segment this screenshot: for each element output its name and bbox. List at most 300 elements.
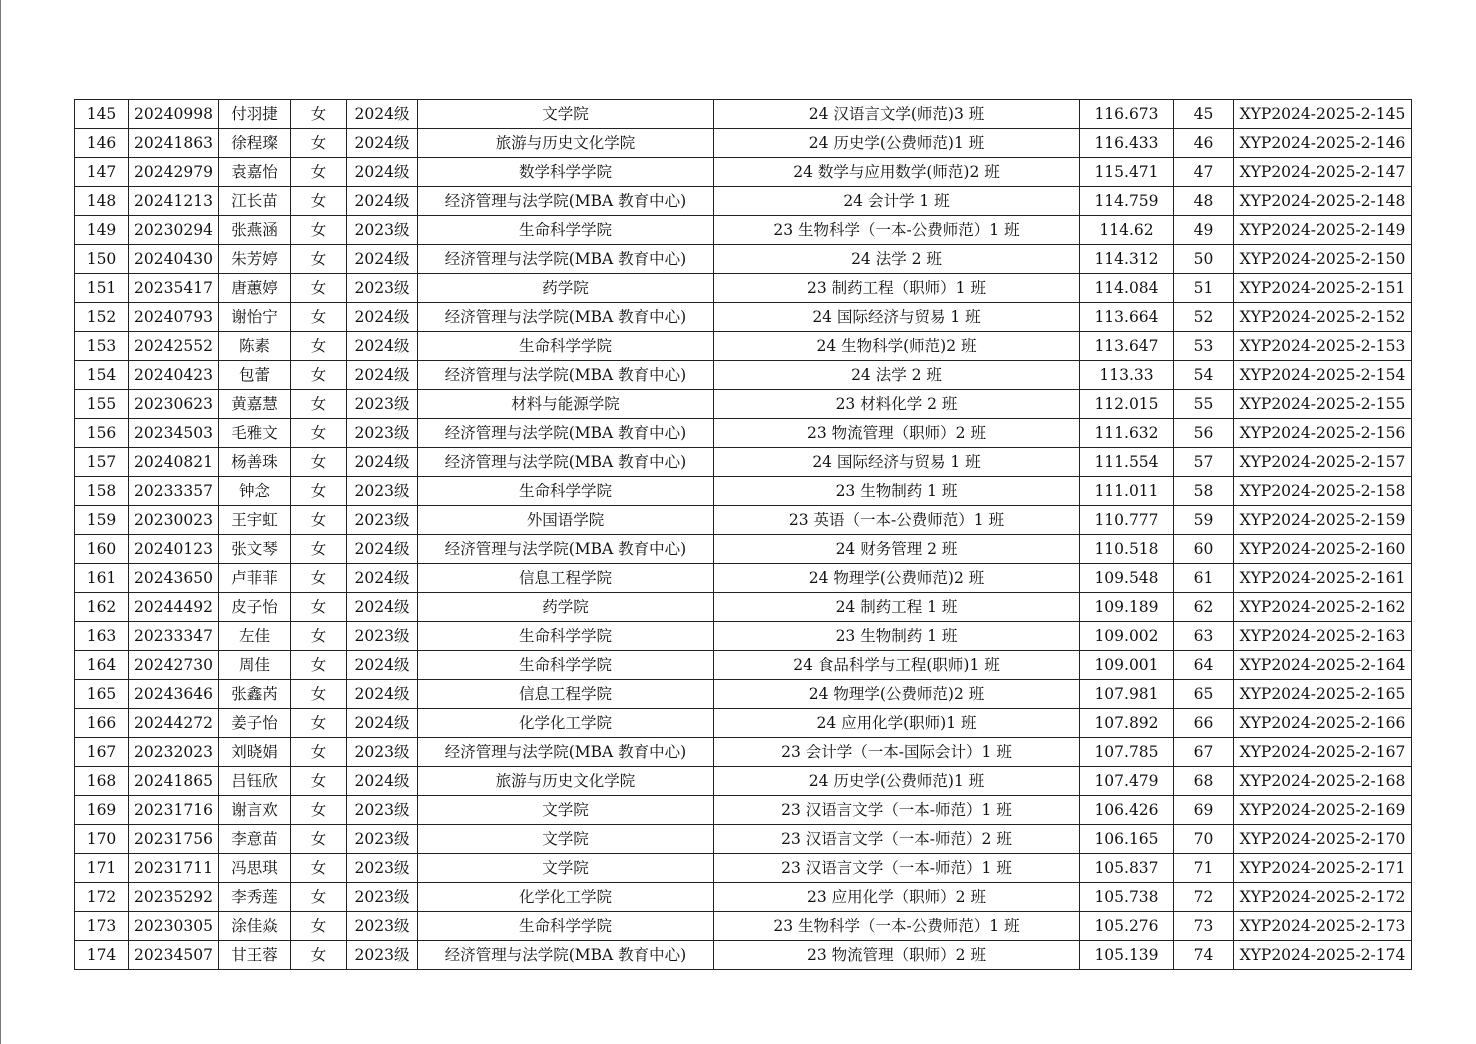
score-cell: 107.892 xyxy=(1080,709,1174,738)
student-id-cell: 20233347 xyxy=(129,622,219,651)
gender-cell: 女 xyxy=(291,245,347,274)
rank-cell: 70 xyxy=(1174,825,1234,854)
score-cell: 111.011 xyxy=(1080,477,1174,506)
table-row xyxy=(75,419,1412,448)
certificate-number-cell: XYP2024-2025-2-174 xyxy=(1234,941,1412,970)
class-cell: 23 物流管理（职师）2 班 xyxy=(714,941,1080,970)
class-cell: 23 生物制药 1 班 xyxy=(714,622,1080,651)
certificate-number-cell: XYP2024-2025-2-149 xyxy=(1234,216,1412,245)
grade-cell: 2024级 xyxy=(347,158,418,187)
class-cell: 23 汉语言文学（一本-师范）1 班 xyxy=(714,796,1080,825)
certificate-number-cell: XYP2024-2025-2-152 xyxy=(1234,303,1412,332)
student-id-cell: 20242979 xyxy=(129,158,219,187)
college-cell: 经济管理与法学院(MBA 教育中心) xyxy=(418,535,714,564)
grade-cell: 2024级 xyxy=(347,680,418,709)
student-name-cell: 张鑫芮 xyxy=(219,680,291,709)
college-cell: 经济管理与法学院(MBA 教育中心) xyxy=(418,738,714,767)
rank-cell: 45 xyxy=(1174,100,1234,129)
score-cell: 109.001 xyxy=(1080,651,1174,680)
grade-cell: 2023级 xyxy=(347,419,418,448)
student-name-cell: 黄嘉慧 xyxy=(219,390,291,419)
serial-number-cell: 147 xyxy=(75,158,129,187)
serial-number-cell: 158 xyxy=(75,477,129,506)
student-id-cell: 20244272 xyxy=(129,709,219,738)
gender-cell: 女 xyxy=(291,709,347,738)
college-cell: 经济管理与法学院(MBA 教育中心) xyxy=(418,941,714,970)
score-cell: 106.426 xyxy=(1080,796,1174,825)
student-name-cell: 刘晓娟 xyxy=(219,738,291,767)
student-name-cell: 钟念 xyxy=(219,477,291,506)
certificate-number-cell: XYP2024-2025-2-156 xyxy=(1234,419,1412,448)
grade-cell: 2023级 xyxy=(347,941,418,970)
student-name-cell: 唐蕙婷 xyxy=(219,274,291,303)
certificate-number-cell: XYP2024-2025-2-154 xyxy=(1234,361,1412,390)
college-cell: 生命科学学院 xyxy=(418,651,714,680)
score-cell: 111.554 xyxy=(1080,448,1174,477)
student-id-cell: 20230294 xyxy=(129,216,219,245)
serial-number-cell: 148 xyxy=(75,187,129,216)
grade-cell: 2023级 xyxy=(347,825,418,854)
grade-cell: 2023级 xyxy=(347,912,418,941)
serial-number-cell: 169 xyxy=(75,796,129,825)
student-name-cell: 包蕾 xyxy=(219,361,291,390)
gender-cell: 女 xyxy=(291,564,347,593)
class-cell: 24 国际经济与贸易 1 班 xyxy=(714,448,1080,477)
serial-number-cell: 161 xyxy=(75,564,129,593)
grade-cell: 2023级 xyxy=(347,506,418,535)
certificate-number-cell: XYP2024-2025-2-168 xyxy=(1234,767,1412,796)
rank-cell: 49 xyxy=(1174,216,1234,245)
certificate-number-cell: XYP2024-2025-2-166 xyxy=(1234,709,1412,738)
student-name-cell: 陈素 xyxy=(219,332,291,361)
college-cell: 材料与能源学院 xyxy=(418,390,714,419)
table-row xyxy=(75,390,1412,419)
class-cell: 23 汉语言文学（一本-师范）1 班 xyxy=(714,854,1080,883)
score-cell: 109.002 xyxy=(1080,622,1174,651)
student-id-cell: 20243646 xyxy=(129,680,219,709)
serial-number-cell: 162 xyxy=(75,593,129,622)
certificate-number-cell: XYP2024-2025-2-162 xyxy=(1234,593,1412,622)
score-cell: 106.165 xyxy=(1080,825,1174,854)
serial-number-cell: 160 xyxy=(75,535,129,564)
rank-cell: 52 xyxy=(1174,303,1234,332)
class-cell: 24 法学 2 班 xyxy=(714,361,1080,390)
gender-cell: 女 xyxy=(291,912,347,941)
page-edge-line xyxy=(0,0,1,1044)
rank-cell: 71 xyxy=(1174,854,1234,883)
gender-cell: 女 xyxy=(291,100,347,129)
student-name-cell: 吕钰欣 xyxy=(219,767,291,796)
student-id-cell: 20240793 xyxy=(129,303,219,332)
serial-number-cell: 149 xyxy=(75,216,129,245)
class-cell: 23 生物科学（一本-公费师范）1 班 xyxy=(714,216,1080,245)
gender-cell: 女 xyxy=(291,535,347,564)
student-id-cell: 20234507 xyxy=(129,941,219,970)
grade-cell: 2024级 xyxy=(347,129,418,158)
serial-number-cell: 156 xyxy=(75,419,129,448)
student-id-cell: 20241213 xyxy=(129,187,219,216)
table-row xyxy=(75,506,1412,535)
serial-number-cell: 167 xyxy=(75,738,129,767)
serial-number-cell: 146 xyxy=(75,129,129,158)
grade-cell: 2024级 xyxy=(347,593,418,622)
score-cell: 113.33 xyxy=(1080,361,1174,390)
grade-cell: 2024级 xyxy=(347,100,418,129)
score-cell: 109.189 xyxy=(1080,593,1174,622)
table-row xyxy=(75,535,1412,564)
table-row xyxy=(75,825,1412,854)
serial-number-cell: 172 xyxy=(75,883,129,912)
grade-cell: 2024级 xyxy=(347,564,418,593)
college-cell: 经济管理与法学院(MBA 教育中心) xyxy=(418,187,714,216)
table-row xyxy=(75,883,1412,912)
college-cell: 生命科学学院 xyxy=(418,216,714,245)
college-cell: 文学院 xyxy=(418,825,714,854)
student-id-cell: 20231716 xyxy=(129,796,219,825)
table-row xyxy=(75,709,1412,738)
rank-cell: 64 xyxy=(1174,651,1234,680)
certificate-number-cell: XYP2024-2025-2-169 xyxy=(1234,796,1412,825)
student-id-cell: 20243650 xyxy=(129,564,219,593)
student-name-cell: 卢菲菲 xyxy=(219,564,291,593)
score-cell: 107.981 xyxy=(1080,680,1174,709)
certificate-number-cell: XYP2024-2025-2-171 xyxy=(1234,854,1412,883)
certificate-number-cell: XYP2024-2025-2-164 xyxy=(1234,651,1412,680)
college-cell: 经济管理与法学院(MBA 教育中心) xyxy=(418,361,714,390)
table-row xyxy=(75,274,1412,303)
student-name-cell: 姜子怡 xyxy=(219,709,291,738)
score-cell: 109.548 xyxy=(1080,564,1174,593)
score-cell: 105.276 xyxy=(1080,912,1174,941)
certificate-number-cell: XYP2024-2025-2-153 xyxy=(1234,332,1412,361)
gender-cell: 女 xyxy=(291,680,347,709)
student-name-cell: 袁嘉怡 xyxy=(219,158,291,187)
student-name-cell: 周佳 xyxy=(219,651,291,680)
student-id-cell: 20241863 xyxy=(129,129,219,158)
serial-number-cell: 164 xyxy=(75,651,129,680)
table-row xyxy=(75,332,1412,361)
rank-cell: 54 xyxy=(1174,361,1234,390)
college-cell: 经济管理与法学院(MBA 教育中心) xyxy=(418,303,714,332)
student-name-cell: 皮子怡 xyxy=(219,593,291,622)
college-cell: 经济管理与法学院(MBA 教育中心) xyxy=(418,419,714,448)
table-row xyxy=(75,622,1412,651)
student-id-cell: 20231756 xyxy=(129,825,219,854)
gender-cell: 女 xyxy=(291,796,347,825)
gender-cell: 女 xyxy=(291,854,347,883)
grade-cell: 2023级 xyxy=(347,854,418,883)
table-row xyxy=(75,158,1412,187)
gender-cell: 女 xyxy=(291,361,347,390)
certificate-number-cell: XYP2024-2025-2-159 xyxy=(1234,506,1412,535)
student-name-cell: 杨善珠 xyxy=(219,448,291,477)
certificate-number-cell: XYP2024-2025-2-145 xyxy=(1234,100,1412,129)
rank-cell: 46 xyxy=(1174,129,1234,158)
certificate-number-cell: XYP2024-2025-2-158 xyxy=(1234,477,1412,506)
table-row xyxy=(75,100,1412,129)
college-cell: 生命科学学院 xyxy=(418,912,714,941)
gender-cell: 女 xyxy=(291,767,347,796)
rank-cell: 60 xyxy=(1174,535,1234,564)
college-cell: 数学科学学院 xyxy=(418,158,714,187)
score-cell: 115.471 xyxy=(1080,158,1174,187)
serial-number-cell: 173 xyxy=(75,912,129,941)
gender-cell: 女 xyxy=(291,129,347,158)
class-cell: 24 历史学(公费师范)1 班 xyxy=(714,129,1080,158)
rank-cell: 50 xyxy=(1174,245,1234,274)
college-cell: 文学院 xyxy=(418,854,714,883)
class-cell: 23 制药工程（职师）1 班 xyxy=(714,274,1080,303)
grade-cell: 2024级 xyxy=(347,361,418,390)
table-row xyxy=(75,564,1412,593)
certificate-number-cell: XYP2024-2025-2-150 xyxy=(1234,245,1412,274)
rank-cell: 68 xyxy=(1174,767,1234,796)
gender-cell: 女 xyxy=(291,419,347,448)
rank-cell: 51 xyxy=(1174,274,1234,303)
grade-cell: 2023级 xyxy=(347,796,418,825)
college-cell: 外国语学院 xyxy=(418,506,714,535)
certificate-number-cell: XYP2024-2025-2-146 xyxy=(1234,129,1412,158)
table-row xyxy=(75,477,1412,506)
gender-cell: 女 xyxy=(291,390,347,419)
college-cell: 药学院 xyxy=(418,593,714,622)
student-name-cell: 冯思琪 xyxy=(219,854,291,883)
gender-cell: 女 xyxy=(291,187,347,216)
rank-cell: 59 xyxy=(1174,506,1234,535)
rank-cell: 63 xyxy=(1174,622,1234,651)
rank-cell: 56 xyxy=(1174,419,1234,448)
student-id-cell: 20242730 xyxy=(129,651,219,680)
table-row xyxy=(75,738,1412,767)
certificate-number-cell: XYP2024-2025-2-151 xyxy=(1234,274,1412,303)
student-name-cell: 张燕涵 xyxy=(219,216,291,245)
student-name-cell: 张文琴 xyxy=(219,535,291,564)
student-id-cell: 20235417 xyxy=(129,274,219,303)
grade-cell: 2024级 xyxy=(347,535,418,564)
class-cell: 23 生物制药 1 班 xyxy=(714,477,1080,506)
score-cell: 107.479 xyxy=(1080,767,1174,796)
gender-cell: 女 xyxy=(291,448,347,477)
student-name-cell: 左佳 xyxy=(219,622,291,651)
class-cell: 24 历史学(公费师范)1 班 xyxy=(714,767,1080,796)
student-name-cell: 徐程璨 xyxy=(219,129,291,158)
college-cell: 文学院 xyxy=(418,796,714,825)
class-cell: 23 应用化学（职师）2 班 xyxy=(714,883,1080,912)
class-cell: 24 国际经济与贸易 1 班 xyxy=(714,303,1080,332)
class-cell: 23 会计学（一本-国际会计）1 班 xyxy=(714,738,1080,767)
serial-number-cell: 145 xyxy=(75,100,129,129)
score-cell: 114.759 xyxy=(1080,187,1174,216)
grade-cell: 2024级 xyxy=(347,448,418,477)
score-cell: 110.518 xyxy=(1080,535,1174,564)
class-cell: 23 英语（一本-公费师范）1 班 xyxy=(714,506,1080,535)
rank-cell: 72 xyxy=(1174,883,1234,912)
class-cell: 24 制药工程 1 班 xyxy=(714,593,1080,622)
certificate-number-cell: XYP2024-2025-2-163 xyxy=(1234,622,1412,651)
score-cell: 113.664 xyxy=(1080,303,1174,332)
serial-number-cell: 163 xyxy=(75,622,129,651)
grade-cell: 2024级 xyxy=(347,767,418,796)
grade-cell: 2024级 xyxy=(347,187,418,216)
student-id-cell: 20233357 xyxy=(129,477,219,506)
college-cell: 经济管理与法学院(MBA 教育中心) xyxy=(418,245,714,274)
serial-number-cell: 168 xyxy=(75,767,129,796)
rank-cell: 55 xyxy=(1174,390,1234,419)
rank-cell: 57 xyxy=(1174,448,1234,477)
score-cell: 107.785 xyxy=(1080,738,1174,767)
grade-cell: 2024级 xyxy=(347,303,418,332)
student-id-cell: 20242552 xyxy=(129,332,219,361)
score-cell: 116.673 xyxy=(1080,100,1174,129)
certificate-number-cell: XYP2024-2025-2-160 xyxy=(1234,535,1412,564)
student-id-cell: 20234503 xyxy=(129,419,219,448)
college-cell: 化学化工学院 xyxy=(418,883,714,912)
score-cell: 105.837 xyxy=(1080,854,1174,883)
table-row xyxy=(75,941,1412,970)
table-row xyxy=(75,651,1412,680)
table-row xyxy=(75,796,1412,825)
table-row xyxy=(75,593,1412,622)
gender-cell: 女 xyxy=(291,303,347,332)
certificate-number-cell: XYP2024-2025-2-173 xyxy=(1234,912,1412,941)
student-id-cell: 20240123 xyxy=(129,535,219,564)
student-name-cell: 李秀莲 xyxy=(219,883,291,912)
gender-cell: 女 xyxy=(291,941,347,970)
certificate-number-cell: XYP2024-2025-2-157 xyxy=(1234,448,1412,477)
gender-cell: 女 xyxy=(291,158,347,187)
table-row xyxy=(75,216,1412,245)
class-cell: 23 材料化学 2 班 xyxy=(714,390,1080,419)
gender-cell: 女 xyxy=(291,593,347,622)
rank-cell: 58 xyxy=(1174,477,1234,506)
certificate-number-cell: XYP2024-2025-2-147 xyxy=(1234,158,1412,187)
student-name-cell: 谢言欢 xyxy=(219,796,291,825)
serial-number-cell: 154 xyxy=(75,361,129,390)
table-row xyxy=(75,187,1412,216)
rank-cell: 61 xyxy=(1174,564,1234,593)
college-cell: 信息工程学院 xyxy=(418,680,714,709)
score-cell: 114.312 xyxy=(1080,245,1174,274)
college-cell: 生命科学学院 xyxy=(418,477,714,506)
grade-cell: 2023级 xyxy=(347,274,418,303)
college-cell: 生命科学学院 xyxy=(418,332,714,361)
gender-cell: 女 xyxy=(291,738,347,767)
grade-cell: 2023级 xyxy=(347,216,418,245)
certificate-number-cell: XYP2024-2025-2-172 xyxy=(1234,883,1412,912)
grade-cell: 2023级 xyxy=(347,622,418,651)
certificate-number-cell: XYP2024-2025-2-167 xyxy=(1234,738,1412,767)
score-cell: 105.139 xyxy=(1080,941,1174,970)
table-row xyxy=(75,361,1412,390)
class-cell: 24 应用化学(职师)1 班 xyxy=(714,709,1080,738)
class-cell: 24 法学 2 班 xyxy=(714,245,1080,274)
student-name-cell: 王宇虹 xyxy=(219,506,291,535)
student-name-cell: 涂佳焱 xyxy=(219,912,291,941)
score-cell: 112.015 xyxy=(1080,390,1174,419)
student-name-cell: 江长苗 xyxy=(219,187,291,216)
grade-cell: 2024级 xyxy=(347,709,418,738)
serial-number-cell: 170 xyxy=(75,825,129,854)
score-cell: 116.433 xyxy=(1080,129,1174,158)
student-id-cell: 20235292 xyxy=(129,883,219,912)
serial-number-cell: 174 xyxy=(75,941,129,970)
serial-number-cell: 159 xyxy=(75,506,129,535)
student-name-cell: 谢怡宁 xyxy=(219,303,291,332)
college-cell: 药学院 xyxy=(418,274,714,303)
score-cell: 113.647 xyxy=(1080,332,1174,361)
serial-number-cell: 166 xyxy=(75,709,129,738)
college-cell: 文学院 xyxy=(418,100,714,129)
table-row xyxy=(75,680,1412,709)
grade-cell: 2024级 xyxy=(347,651,418,680)
serial-number-cell: 151 xyxy=(75,274,129,303)
table-row xyxy=(75,303,1412,332)
grade-cell: 2023级 xyxy=(347,390,418,419)
serial-number-cell: 165 xyxy=(75,680,129,709)
rank-cell: 69 xyxy=(1174,796,1234,825)
gender-cell: 女 xyxy=(291,216,347,245)
score-cell: 114.084 xyxy=(1080,274,1174,303)
student-name-cell: 朱芳婷 xyxy=(219,245,291,274)
rank-cell: 74 xyxy=(1174,941,1234,970)
rank-cell: 67 xyxy=(1174,738,1234,767)
college-cell: 经济管理与法学院(MBA 教育中心) xyxy=(418,448,714,477)
table-row xyxy=(75,129,1412,158)
serial-number-cell: 150 xyxy=(75,245,129,274)
certificate-number-cell: XYP2024-2025-2-170 xyxy=(1234,825,1412,854)
student-ranking-table xyxy=(74,99,1412,970)
student-id-cell: 20230305 xyxy=(129,912,219,941)
certificate-number-cell: XYP2024-2025-2-161 xyxy=(1234,564,1412,593)
gender-cell: 女 xyxy=(291,506,347,535)
grade-cell: 2023级 xyxy=(347,738,418,767)
rank-cell: 73 xyxy=(1174,912,1234,941)
rank-cell: 62 xyxy=(1174,593,1234,622)
class-cell: 24 物理学(公费师范)2 班 xyxy=(714,564,1080,593)
grade-cell: 2024级 xyxy=(347,332,418,361)
gender-cell: 女 xyxy=(291,883,347,912)
student-id-cell: 20240430 xyxy=(129,245,219,274)
student-id-cell: 20231711 xyxy=(129,854,219,883)
college-cell: 信息工程学院 xyxy=(418,564,714,593)
class-cell: 24 汉语言文学(师范)3 班 xyxy=(714,100,1080,129)
gender-cell: 女 xyxy=(291,274,347,303)
college-cell: 旅游与历史文化学院 xyxy=(418,767,714,796)
gender-cell: 女 xyxy=(291,651,347,680)
table-row xyxy=(75,854,1412,883)
college-cell: 旅游与历史文化学院 xyxy=(418,129,714,158)
student-id-cell: 20240423 xyxy=(129,361,219,390)
gender-cell: 女 xyxy=(291,825,347,854)
grade-cell: 2023级 xyxy=(347,883,418,912)
score-cell: 111.632 xyxy=(1080,419,1174,448)
score-cell: 105.738 xyxy=(1080,883,1174,912)
score-cell: 114.62 xyxy=(1080,216,1174,245)
student-id-cell: 20240998 xyxy=(129,100,219,129)
college-cell: 生命科学学院 xyxy=(418,622,714,651)
student-id-cell: 20230623 xyxy=(129,390,219,419)
rank-cell: 65 xyxy=(1174,680,1234,709)
table-row xyxy=(75,448,1412,477)
rank-cell: 47 xyxy=(1174,158,1234,187)
gender-cell: 女 xyxy=(291,477,347,506)
serial-number-cell: 153 xyxy=(75,332,129,361)
gender-cell: 女 xyxy=(291,332,347,361)
class-cell: 24 生物科学(师范)2 班 xyxy=(714,332,1080,361)
rank-cell: 66 xyxy=(1174,709,1234,738)
class-cell: 24 物理学(公费师范)2 班 xyxy=(714,680,1080,709)
student-id-cell: 20232023 xyxy=(129,738,219,767)
